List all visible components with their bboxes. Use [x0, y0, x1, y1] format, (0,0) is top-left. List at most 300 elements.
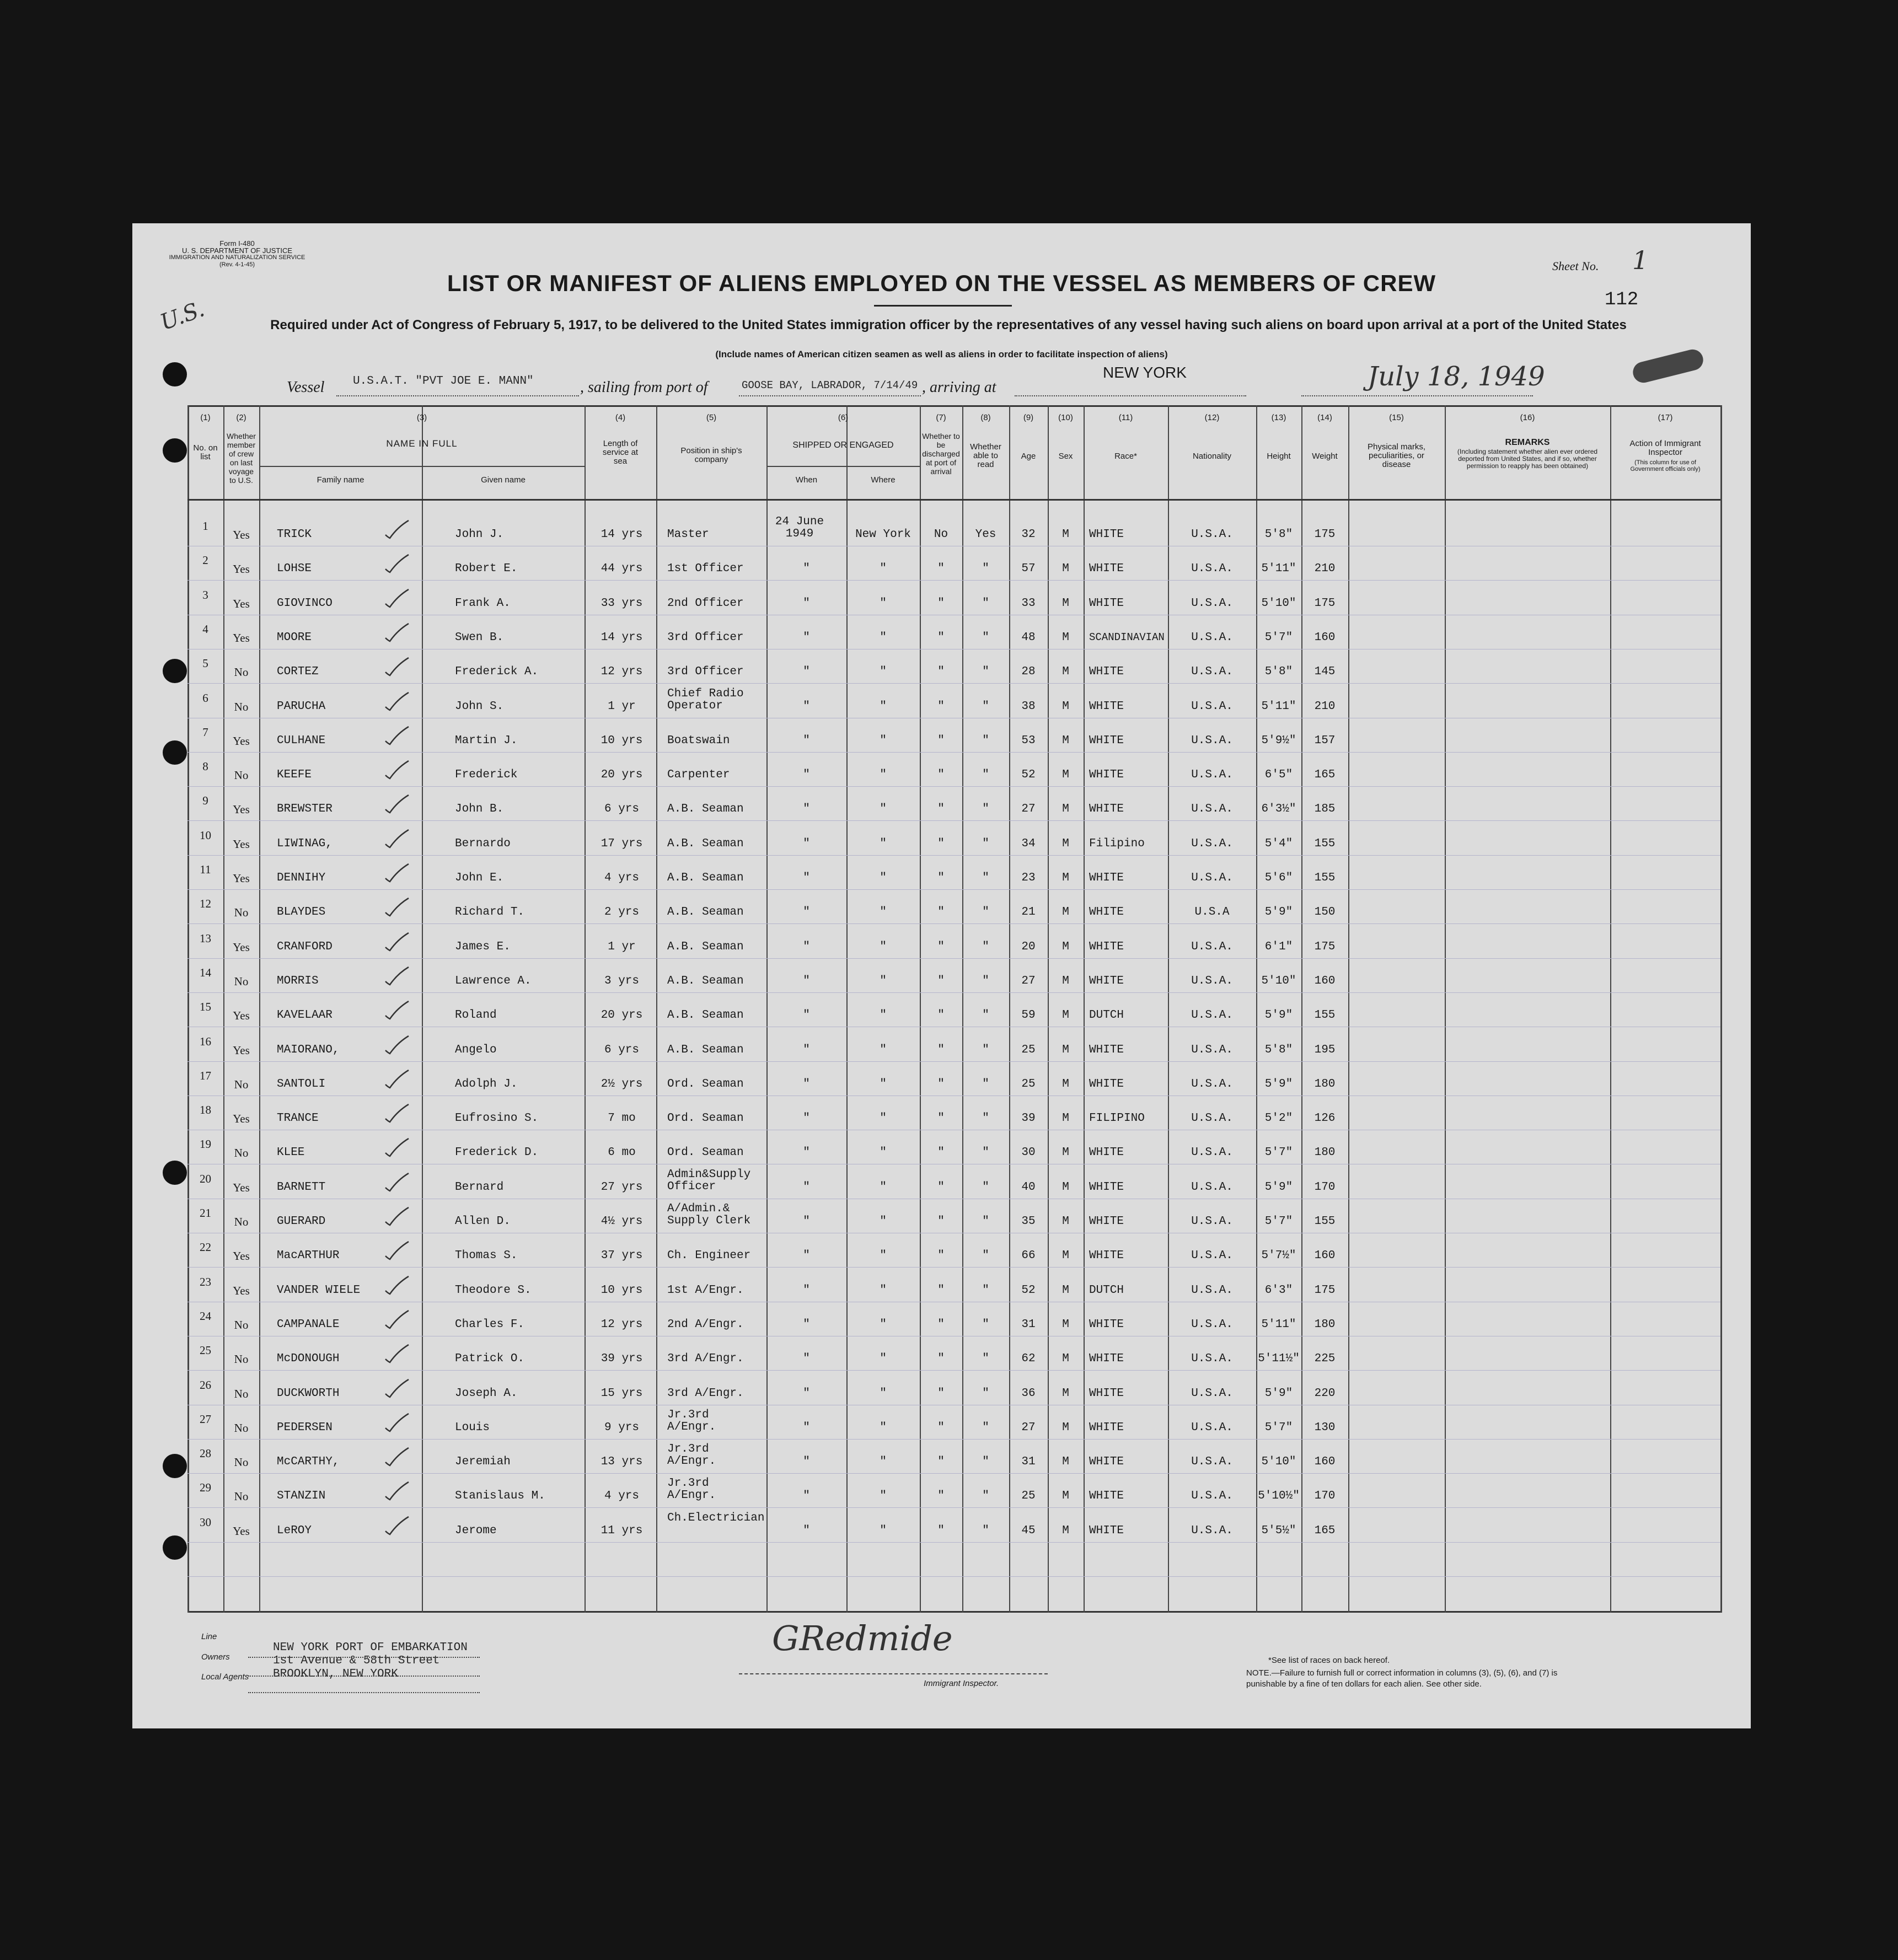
- sex-cell: M: [1062, 1009, 1069, 1022]
- given-name: Swen B.: [455, 631, 504, 644]
- sex-cell: M: [1062, 665, 1069, 679]
- shipped-where: ": [880, 1421, 887, 1434]
- column-number: (12): [1204, 413, 1220, 422]
- race-cell: WHITE: [1089, 1352, 1124, 1366]
- age-cell: 57: [1021, 562, 1036, 576]
- height-cell: 5'5½": [1261, 1524, 1296, 1537]
- weight-cell: 130: [1314, 1421, 1336, 1434]
- shipped-where: ": [880, 1352, 887, 1366]
- row-number: 11: [200, 863, 211, 876]
- sex-cell: M: [1062, 837, 1069, 850]
- shipped-where: ": [880, 1043, 887, 1056]
- race-cell: WHITE: [1089, 1421, 1124, 1434]
- row-rule: [187, 1439, 1720, 1440]
- height-cell: 5'7": [1264, 1215, 1293, 1228]
- check-mark-icon: [383, 862, 411, 884]
- sex-cell: M: [1062, 1318, 1069, 1331]
- family-name: MOORE: [277, 631, 312, 644]
- discharged-cell: ": [937, 1077, 945, 1091]
- length-of-service: 15 yrs: [601, 1387, 643, 1400]
- shipped-when: ": [803, 1490, 810, 1503]
- read-cell: ": [982, 1180, 989, 1194]
- family-name: CRANFORD: [277, 940, 333, 953]
- member-cell: No: [234, 700, 249, 713]
- column-number: (11): [1118, 413, 1133, 422]
- weight-cell: 175: [1314, 940, 1336, 953]
- member-cell: Yes: [233, 1180, 250, 1194]
- row-rule: [187, 1473, 1720, 1474]
- shipped-when: ": [803, 1284, 810, 1297]
- sailing-dotline: [739, 395, 921, 396]
- nationality-cell: U.S.A.: [1191, 1249, 1233, 1263]
- race-cell: WHITE: [1089, 1318, 1124, 1331]
- age-cell: 27: [1021, 1421, 1036, 1434]
- check-mark-icon: [383, 1515, 411, 1537]
- shipped-when: ": [803, 1146, 810, 1159]
- sex-cell: M: [1062, 1146, 1069, 1159]
- weight-cell: 155: [1314, 872, 1336, 884]
- header-family: Family name: [317, 475, 364, 485]
- nationality-cell: U.S.A.: [1191, 1456, 1233, 1469]
- discharged-cell: ": [937, 803, 945, 816]
- margin-mark: U.S.: [157, 296, 208, 336]
- given-name: Frank A.: [455, 597, 511, 610]
- sex-cell: M: [1062, 734, 1069, 747]
- given-name: Frederick: [455, 769, 518, 782]
- given-name: Bernardo: [455, 837, 511, 850]
- sheet-number-label: Sheet No.: [1552, 259, 1599, 273]
- race-cell: WHITE: [1089, 1043, 1124, 1056]
- vessel-dotline: [336, 395, 579, 396]
- shipped-where: ": [880, 1112, 887, 1125]
- discharged-cell: ": [937, 597, 945, 610]
- line-value: NEW YORK PORT OF EMBARKATION: [273, 1641, 468, 1654]
- shipped-where: ": [880, 1524, 887, 1537]
- shipped-when: ": [803, 837, 810, 850]
- column-number: (1): [200, 413, 211, 422]
- sex-cell: M: [1062, 1112, 1069, 1125]
- arriving-label: , arriving at: [922, 379, 996, 396]
- length-of-service: 20 yrs: [601, 769, 643, 782]
- read-cell: ": [982, 562, 989, 576]
- position-cell: Jr.3rd A/Engr.: [667, 1477, 716, 1502]
- header-remarks-sub: (Including statement whether alien ever ordered deported from United States, and if so, whether permission to reapply has been obtained): [1457, 448, 1598, 470]
- shipped-where: ": [880, 1215, 887, 1228]
- check-mark-icon: [383, 1171, 411, 1193]
- discharged-cell: ": [937, 1352, 945, 1366]
- position-cell: A.B. Seaman: [667, 803, 744, 816]
- member-cell: Yes: [233, 803, 250, 817]
- check-mark-icon: [383, 724, 411, 747]
- row-rule: [187, 923, 1720, 924]
- age-cell: 27: [1021, 803, 1036, 816]
- row-number: 12: [200, 897, 211, 911]
- read-cell: ": [982, 665, 989, 679]
- length-of-service: 4 yrs: [604, 872, 639, 884]
- position-cell: Jr.3rd A/Engr.: [667, 1443, 716, 1468]
- shipped-where: ": [880, 906, 887, 919]
- family-name: MORRIS: [277, 974, 319, 987]
- race-cell: WHITE: [1089, 974, 1124, 987]
- nationality-cell: U.S.A.: [1191, 1387, 1233, 1400]
- row-rule: [259, 466, 585, 467]
- check-mark-icon: [383, 690, 411, 712]
- shipped-where: ": [880, 1077, 887, 1091]
- position-cell: Ord. Seaman: [667, 1112, 744, 1125]
- header-given: Given name: [481, 475, 526, 485]
- length-of-service: 37 yrs: [601, 1249, 643, 1263]
- member-cell: Yes: [233, 1043, 250, 1057]
- nationality-cell: U.S.A.: [1191, 562, 1233, 576]
- age-cell: 39: [1021, 1112, 1036, 1125]
- position-cell: A.B. Seaman: [667, 1009, 744, 1022]
- arrival-date: July 18, 1949: [1368, 361, 1545, 392]
- shipped-when: ": [803, 1524, 810, 1537]
- row-number: 27: [200, 1412, 211, 1426]
- age-cell: 40: [1021, 1180, 1036, 1194]
- age-cell: 33: [1021, 597, 1036, 610]
- shipped-where: ": [880, 631, 887, 644]
- check-mark-icon: [383, 1480, 411, 1502]
- shipped-where: ": [880, 1318, 887, 1331]
- row-number: 5: [202, 657, 208, 670]
- race-cell: SCANDINAVIAN: [1089, 631, 1165, 643]
- sex-cell: M: [1062, 769, 1069, 782]
- punch-hole: [163, 740, 187, 765]
- row-rule: [187, 1542, 1720, 1543]
- read-cell: Yes: [975, 528, 996, 541]
- column-number: (9): [1023, 413, 1034, 422]
- position-cell: 3rd Officer: [667, 665, 744, 679]
- column-number: (2): [236, 413, 246, 422]
- age-cell: 66: [1021, 1249, 1036, 1263]
- race-cell: WHITE: [1089, 1249, 1124, 1263]
- nationality-cell: U.S.A.: [1191, 1009, 1233, 1022]
- member-cell: No: [234, 665, 249, 679]
- shipped-when: ": [803, 906, 810, 919]
- length-of-service: 33 yrs: [601, 597, 643, 610]
- position-cell: Ch. Engineer: [667, 1249, 751, 1263]
- sex-cell: M: [1062, 940, 1069, 953]
- length-of-service: 4½ yrs: [601, 1215, 643, 1228]
- shipped-where: ": [880, 940, 887, 953]
- length-of-service: 7 mo: [608, 1112, 636, 1125]
- shipped-when: ": [803, 1009, 810, 1022]
- position-cell: A.B. Seaman: [667, 906, 744, 919]
- date-dotline: [1301, 395, 1533, 396]
- row-number: 14: [200, 965, 211, 979]
- check-mark-icon: [383, 1034, 411, 1056]
- member-cell: No: [234, 1387, 249, 1400]
- column-number: (8): [980, 413, 991, 422]
- member-cell: Yes: [233, 940, 250, 954]
- nationality-cell: U.S.A.: [1191, 1524, 1233, 1537]
- column-rule: [1610, 405, 1611, 1613]
- row-number: 20: [200, 1172, 211, 1185]
- punch-hole: [163, 362, 187, 386]
- row-rule: [187, 992, 1720, 993]
- owners-label: Owners: [201, 1652, 230, 1662]
- family-name: GIOVINCO: [277, 597, 333, 610]
- height-cell: 5'9": [1264, 1180, 1293, 1194]
- race-cell: WHITE: [1089, 700, 1124, 713]
- position-cell: Ch.Electrician: [667, 1511, 765, 1524]
- family-name: MacARTHUR: [277, 1249, 340, 1263]
- header-discharged: Whether to be discharged at port of arrival: [922, 432, 960, 476]
- given-name: Adolph J.: [455, 1077, 518, 1091]
- column-rule: [1348, 405, 1349, 1613]
- shipped-where: ": [880, 1387, 887, 1400]
- length-of-service: 6 yrs: [604, 803, 639, 816]
- family-name: PARUCHA: [277, 700, 326, 713]
- inspector-signature: GRedmide: [772, 1618, 953, 1658]
- position-cell: Admin&Supply Officer: [667, 1168, 751, 1193]
- column-number: (3): [416, 413, 427, 422]
- discharged-cell: ": [937, 1387, 945, 1400]
- given-name: Allen D.: [455, 1215, 511, 1228]
- shipped-where: ": [880, 1284, 887, 1297]
- race-cell: WHITE: [1089, 803, 1124, 816]
- manifest-sheet: [132, 223, 1751, 1728]
- sex-cell: M: [1062, 1180, 1069, 1194]
- read-cell: ": [982, 1284, 989, 1297]
- height-cell: 6'5": [1264, 769, 1293, 782]
- header-height: Height: [1267, 452, 1291, 461]
- weight-cell: 155: [1314, 1215, 1336, 1228]
- row-rule: [187, 580, 1720, 581]
- sex-cell: M: [1062, 528, 1069, 541]
- age-cell: 28: [1021, 665, 1036, 679]
- header-weight: Weight: [1312, 452, 1338, 461]
- sex-cell: M: [1062, 1490, 1069, 1503]
- age-cell: 23: [1021, 872, 1036, 884]
- shipped-when: 24 June 1949: [775, 515, 824, 540]
- required-text: Required under Act of Congress of February 5, 1917, to be delivered to the United States immigration officer by the representatives of any vessel having such aliens on board upon arrival at a port of the United States: [270, 318, 1627, 332]
- discharged-cell: ": [937, 1043, 945, 1056]
- family-name: KEEFE: [277, 769, 312, 782]
- sex-cell: M: [1062, 1077, 1069, 1091]
- position-cell: A.B. Seaman: [667, 837, 744, 850]
- age-cell: 36: [1021, 1387, 1036, 1400]
- weight-cell: 170: [1314, 1490, 1336, 1503]
- height-cell: 5'11": [1261, 562, 1296, 576]
- family-name: LeROY: [277, 1524, 312, 1537]
- shipped-when: ": [803, 631, 810, 644]
- header-shipped: SHIPPED OR ENGAGED: [792, 441, 894, 450]
- member-cell: Yes: [233, 528, 250, 541]
- row-number: 9: [202, 794, 208, 808]
- length-of-service: 9 yrs: [604, 1421, 639, 1434]
- column-number: (6): [838, 413, 849, 422]
- check-mark-icon: [383, 1274, 411, 1296]
- weight-cell: 155: [1314, 1009, 1336, 1022]
- owner-dotline: [248, 1676, 480, 1677]
- given-name: John B.: [455, 803, 504, 816]
- check-mark-icon: [383, 1308, 411, 1330]
- given-name: James E.: [455, 940, 511, 953]
- family-name: MAIORANO,: [277, 1043, 340, 1056]
- member-cell: No: [234, 974, 249, 988]
- shipped-where: ": [880, 1180, 887, 1194]
- sex-cell: M: [1062, 1387, 1069, 1400]
- row-number: 22: [200, 1241, 211, 1254]
- member-cell: Yes: [233, 1524, 250, 1538]
- height-cell: 6'3": [1264, 1284, 1293, 1297]
- row-number: 29: [200, 1481, 211, 1495]
- given-name: Jerome: [455, 1524, 497, 1537]
- race-cell: WHITE: [1089, 562, 1124, 576]
- nationality-cell: U.S.A.: [1191, 1180, 1233, 1194]
- family-name: CAMPANALE: [277, 1318, 340, 1331]
- nationality-cell: U.S.A.: [1191, 1318, 1233, 1331]
- column-rule: [585, 405, 586, 1613]
- read-cell: ": [982, 1009, 989, 1022]
- weight-cell: 170: [1314, 1180, 1336, 1194]
- discharged-cell: ": [937, 700, 945, 713]
- read-cell: ": [982, 631, 989, 644]
- shipped-where: ": [880, 597, 887, 610]
- read-cell: ": [982, 1215, 989, 1228]
- read-cell: ": [982, 872, 989, 884]
- shipped-when: ": [803, 769, 810, 782]
- nationality-cell: U.S.A.: [1191, 803, 1233, 816]
- check-mark-icon: [383, 621, 411, 643]
- sex-cell: M: [1062, 1352, 1069, 1366]
- header-where: Where: [871, 475, 896, 485]
- sex-cell: M: [1062, 803, 1069, 816]
- arriving-at: NEW YORK: [1103, 364, 1187, 381]
- race-cell: WHITE: [1089, 665, 1124, 679]
- nationality-cell: U.S.A.: [1191, 1215, 1233, 1228]
- sex-cell: M: [1062, 1524, 1069, 1537]
- shipped-when: ": [803, 1112, 810, 1125]
- discharged-cell: ": [937, 872, 945, 884]
- weight-cell: 160: [1314, 1456, 1336, 1469]
- height-cell: 5'11": [1261, 700, 1296, 713]
- position-cell: Carpenter: [667, 769, 730, 782]
- shipped-where: ": [880, 665, 887, 679]
- shipped-when: ": [803, 562, 810, 576]
- age-cell: 27: [1021, 974, 1036, 987]
- races-note: *See list of races on back hereof.: [1268, 1656, 1390, 1665]
- weight-cell: 165: [1314, 769, 1336, 782]
- given-name: Jeremiah: [455, 1456, 511, 1469]
- weight-cell: 150: [1314, 906, 1336, 919]
- race-cell: WHITE: [1089, 597, 1124, 610]
- member-cell: No: [234, 1352, 249, 1366]
- race-cell: DUTCH: [1089, 1009, 1124, 1022]
- height-cell: 5'9": [1264, 1009, 1293, 1022]
- discharged-cell: ": [937, 631, 945, 644]
- position-cell: 3rd A/Engr.: [667, 1352, 744, 1366]
- height-cell: 5'7": [1264, 631, 1293, 644]
- sex-cell: M: [1062, 1249, 1069, 1263]
- height-cell: 5'7": [1264, 1421, 1293, 1434]
- nationality-cell: U.S.A.: [1191, 1421, 1233, 1434]
- column-number: (10): [1058, 413, 1073, 422]
- weight-cell: 157: [1314, 734, 1336, 747]
- row-number: 4: [202, 622, 208, 636]
- length-of-service: 12 yrs: [601, 665, 643, 679]
- weight-cell: 175: [1314, 528, 1336, 541]
- race-cell: WHITE: [1089, 940, 1124, 953]
- age-cell: 25: [1021, 1077, 1036, 1091]
- weight-cell: 175: [1314, 597, 1336, 610]
- member-cell: No: [234, 906, 249, 920]
- read-cell: ": [982, 1456, 989, 1469]
- age-cell: 25: [1021, 1490, 1036, 1503]
- nationality-cell: U.S.A.: [1191, 734, 1233, 747]
- column-number: (16): [1520, 413, 1535, 422]
- family-name: DUCKWORTH: [277, 1387, 340, 1400]
- shipped-where: ": [880, 562, 887, 576]
- sex-cell: M: [1062, 631, 1069, 644]
- header-read: Whether able to read: [970, 442, 1001, 469]
- length-of-service: 20 yrs: [601, 1009, 643, 1022]
- sex-cell: M: [1062, 974, 1069, 987]
- check-mark-icon: [383, 1377, 411, 1399]
- family-name: BLAYDES: [277, 906, 326, 919]
- row-number: 7: [202, 725, 208, 739]
- race-cell: WHITE: [1089, 1180, 1124, 1194]
- read-cell: ": [982, 597, 989, 610]
- header-remarks: REMARKS: [1505, 438, 1550, 447]
- weight-cell: 180: [1314, 1318, 1336, 1331]
- length-of-service: 27 yrs: [601, 1180, 643, 1194]
- page-stamp: 112: [1605, 289, 1639, 310]
- title-underline: [874, 305, 1012, 307]
- nationality-cell: U.S.A.: [1191, 837, 1233, 850]
- column-number: (14): [1317, 413, 1332, 422]
- member-cell: Yes: [233, 1284, 250, 1297]
- shipped-when: ": [803, 734, 810, 747]
- family-name: BARNETT: [277, 1180, 326, 1194]
- form-service: IMMIGRATION AND NATURALIZATION SERVICE: [169, 254, 305, 261]
- position-cell: 1st Officer: [667, 562, 744, 576]
- position-cell: A.B. Seaman: [667, 940, 744, 953]
- read-cell: ": [982, 1352, 989, 1366]
- position-cell: 1st A/Engr.: [667, 1284, 744, 1297]
- fine-note: NOTE.—Failure to furnish full or correct information in columns (3), (5), (6), and (7) is punishable by a fine of ten dollars for each alien. See other side.: [1246, 1668, 1558, 1689]
- read-cell: ": [982, 1043, 989, 1056]
- race-cell: WHITE: [1089, 906, 1124, 919]
- owner-dotline: [248, 1692, 480, 1693]
- check-mark-icon: [383, 759, 411, 781]
- read-cell: ": [982, 1421, 989, 1434]
- height-cell: 5'9": [1264, 906, 1293, 919]
- sailing-label: , sailing from port of: [580, 379, 708, 396]
- length-of-service: 6 mo: [608, 1146, 636, 1159]
- height-cell: 5'9": [1264, 1077, 1293, 1091]
- row-number: 23: [200, 1275, 211, 1288]
- height-cell: 5'11½": [1258, 1352, 1300, 1366]
- form-info: [165, 240, 309, 269]
- length-of-service: 10 yrs: [601, 1284, 643, 1297]
- sex-cell: M: [1062, 1456, 1069, 1469]
- column-number: (17): [1658, 413, 1673, 422]
- position-cell: Ord. Seaman: [667, 1146, 744, 1159]
- nationality-cell: U.S.A.: [1191, 1352, 1233, 1366]
- family-name: SANTOLI: [277, 1077, 326, 1091]
- race-cell: WHITE: [1089, 528, 1124, 541]
- discharged-cell: ": [937, 1421, 945, 1434]
- shipped-where: ": [880, 1456, 887, 1469]
- read-cell: ": [982, 769, 989, 782]
- race-cell: WHITE: [1089, 1215, 1124, 1228]
- position-cell: 2nd Officer: [667, 597, 744, 610]
- member-cell: Yes: [233, 597, 250, 610]
- row-number: 30: [200, 1515, 211, 1529]
